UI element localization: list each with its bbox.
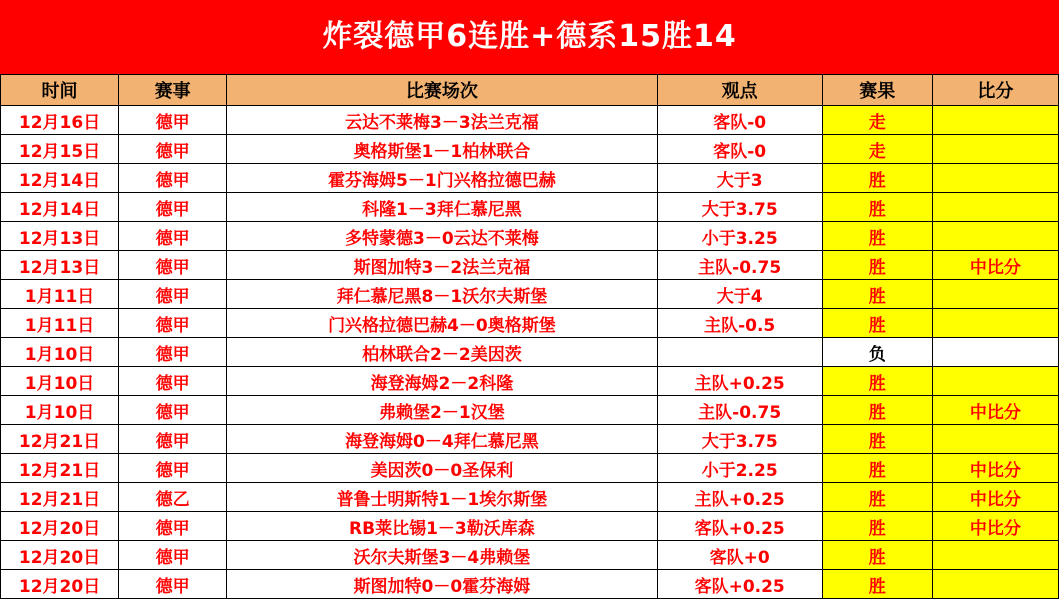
column-header-score: 比分 [932, 75, 1058, 106]
cell-view: 小于2.25 [657, 454, 822, 483]
cell-view: 大于4 [657, 280, 822, 309]
cell-result: 胜 [822, 367, 932, 396]
column-header-match: 比赛场次 [227, 75, 657, 106]
cell-time: 12月20日 [1, 541, 119, 570]
cell-result: 胜 [822, 396, 932, 425]
cell-league: 德甲 [119, 512, 227, 541]
table-row [1, 541, 1059, 570]
table-header-row [1, 75, 1059, 106]
cell-result: 胜 [822, 222, 932, 251]
cell-result: 胜 [822, 483, 932, 512]
table-row [1, 454, 1059, 483]
cell-league: 德乙 [119, 483, 227, 512]
cell-view: 主队-0.75 [657, 251, 822, 280]
table-row [1, 338, 1059, 367]
cell-view [657, 338, 822, 367]
cell-view: 主队+0.25 [657, 367, 822, 396]
cell-time: 12月14日 [1, 164, 119, 193]
cell-time: 1月10日 [1, 338, 119, 367]
cell-match: 沃尔夫斯堡3－4弗赖堡 [227, 541, 657, 570]
cell-score: 中比分 [932, 251, 1058, 280]
cell-league: 德甲 [119, 222, 227, 251]
cell-result: 胜 [822, 512, 932, 541]
cell-result: 胜 [822, 309, 932, 338]
cell-league: 德甲 [119, 541, 227, 570]
cell-time: 1月10日 [1, 367, 119, 396]
cell-league: 德甲 [119, 396, 227, 425]
cell-time: 12月21日 [1, 454, 119, 483]
cell-league: 德甲 [119, 106, 227, 135]
cell-league: 德甲 [119, 309, 227, 338]
cell-view: 客队+0.25 [657, 570, 822, 599]
cell-match: 霍芬海姆5－1门兴格拉德巴赫 [227, 164, 657, 193]
cell-view: 客队-0 [657, 135, 822, 164]
table-row [1, 106, 1059, 135]
cell-time: 12月13日 [1, 251, 119, 280]
cell-league: 德甲 [119, 454, 227, 483]
table-row [1, 222, 1059, 251]
cell-match: 斯图加特0－0霍芬海姆 [227, 570, 657, 599]
table-row [1, 425, 1059, 454]
cell-score [932, 106, 1058, 135]
cell-match: 科隆1－3拜仁慕尼黑 [227, 193, 657, 222]
cell-league: 德甲 [119, 251, 227, 280]
cell-score [932, 367, 1058, 396]
cell-score [932, 222, 1058, 251]
cell-time: 12月15日 [1, 135, 119, 164]
cell-result: 胜 [822, 425, 932, 454]
cell-score [932, 570, 1058, 599]
cell-score [932, 338, 1058, 367]
cell-time: 12月13日 [1, 222, 119, 251]
table-row [1, 164, 1059, 193]
cell-league: 德甲 [119, 193, 227, 222]
cell-view: 大于3 [657, 164, 822, 193]
table-row [1, 135, 1059, 164]
cell-view: 大于3.75 [657, 425, 822, 454]
cell-result: 胜 [822, 251, 932, 280]
cell-league: 德甲 [119, 135, 227, 164]
cell-view: 主队+0.25 [657, 483, 822, 512]
cell-match: 云达不莱梅3－3法兰克福 [227, 106, 657, 135]
cell-time: 1月11日 [1, 280, 119, 309]
table-row [1, 512, 1059, 541]
cell-result: 胜 [822, 454, 932, 483]
column-header-time: 时间 [1, 75, 119, 106]
cell-result: 胜 [822, 280, 932, 309]
cell-score: 中比分 [932, 454, 1058, 483]
cell-view: 主队-0.5 [657, 309, 822, 338]
cell-view: 小于3.25 [657, 222, 822, 251]
table-row [1, 193, 1059, 222]
cell-league: 德甲 [119, 570, 227, 599]
cell-time: 12月21日 [1, 483, 119, 512]
cell-view: 主队-0.75 [657, 396, 822, 425]
cell-match: RB莱比锡1－3勒沃库森 [227, 512, 657, 541]
column-header-view: 观点 [657, 75, 822, 106]
cell-score: 中比分 [932, 483, 1058, 512]
cell-time: 12月16日 [1, 106, 119, 135]
page-title: 炸裂德甲6连胜+德系15胜14 [0, 0, 1059, 74]
cell-match: 拜仁慕尼黑8－1沃尔夫斯堡 [227, 280, 657, 309]
table-row [1, 483, 1059, 512]
cell-match: 柏林联合2－2美因茨 [227, 338, 657, 367]
cell-match: 海登海姆0－4拜仁慕尼黑 [227, 425, 657, 454]
cell-score [932, 164, 1058, 193]
cell-match: 奥格斯堡1－1柏林联合 [227, 135, 657, 164]
cell-score: 中比分 [932, 512, 1058, 541]
cell-score: 中比分 [932, 396, 1058, 425]
cell-league: 德甲 [119, 425, 227, 454]
cell-time: 12月21日 [1, 425, 119, 454]
cell-score [932, 280, 1058, 309]
cell-result: 走 [822, 135, 932, 164]
cell-result: 胜 [822, 193, 932, 222]
cell-result: 负 [822, 338, 932, 367]
cell-score [932, 193, 1058, 222]
table-row [1, 280, 1059, 309]
cell-match: 海登海姆2－2科隆 [227, 367, 657, 396]
cell-view: 大于3.75 [657, 193, 822, 222]
cell-time: 1月11日 [1, 309, 119, 338]
cell-match: 斯图加特3－2法兰克福 [227, 251, 657, 280]
cell-result: 胜 [822, 164, 932, 193]
cell-match: 多特蒙德3－0云达不莱梅 [227, 222, 657, 251]
cell-match: 弗赖堡2－1汉堡 [227, 396, 657, 425]
cell-league: 德甲 [119, 164, 227, 193]
cell-score [932, 135, 1058, 164]
cell-league: 德甲 [119, 280, 227, 309]
cell-score [932, 425, 1058, 454]
table-body [1, 106, 1059, 599]
column-header-league: 赛事 [119, 75, 227, 106]
match-results-table [0, 74, 1059, 599]
cell-match: 美因茨0－0圣保利 [227, 454, 657, 483]
table-row [1, 309, 1059, 338]
cell-time: 12月20日 [1, 512, 119, 541]
cell-view: 客队-0 [657, 106, 822, 135]
cell-time: 12月14日 [1, 193, 119, 222]
table-row [1, 570, 1059, 599]
cell-result: 走 [822, 106, 932, 135]
cell-time: 1月10日 [1, 396, 119, 425]
cell-match: 门兴格拉德巴赫4－0奥格斯堡 [227, 309, 657, 338]
cell-match: 普鲁士明斯特1－1埃尔斯堡 [227, 483, 657, 512]
cell-view: 客队+0 [657, 541, 822, 570]
table-row [1, 367, 1059, 396]
cell-league: 德甲 [119, 367, 227, 396]
cell-score [932, 541, 1058, 570]
cell-league: 德甲 [119, 338, 227, 367]
table-row [1, 251, 1059, 280]
cell-result: 胜 [822, 570, 932, 599]
cell-time: 12月20日 [1, 570, 119, 599]
column-header-result: 赛果 [822, 75, 932, 106]
table-row [1, 396, 1059, 425]
cell-score [932, 309, 1058, 338]
cell-view: 客队+0.25 [657, 512, 822, 541]
cell-result: 胜 [822, 541, 932, 570]
